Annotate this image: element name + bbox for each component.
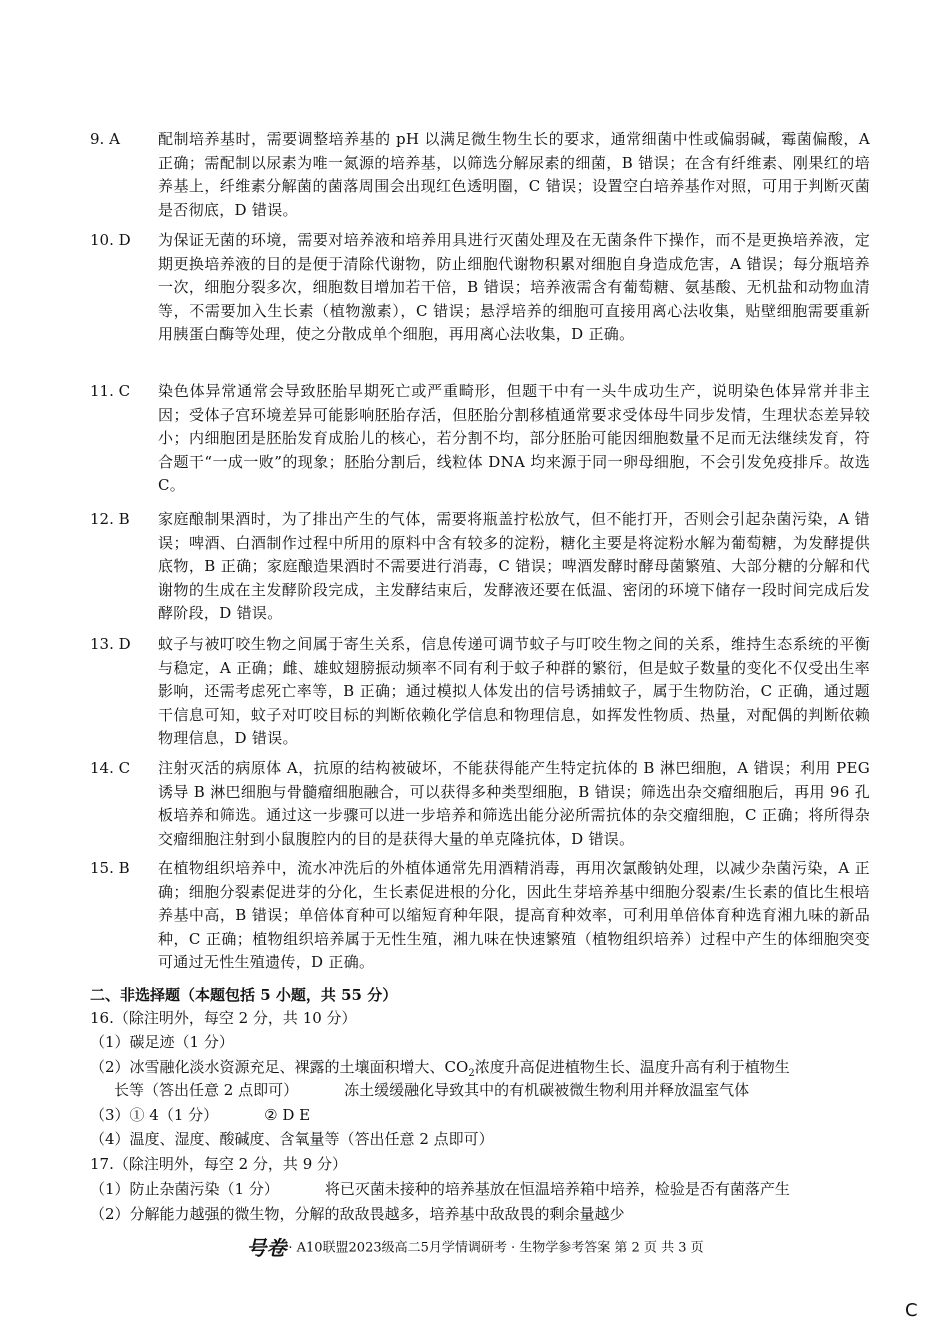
q16-header: 16.（除注明外，每空 2 分，共 10 分） <box>90 1009 357 1027</box>
answer-number: 11. C <box>90 382 131 400</box>
answer-explanation: 家庭酿制果酒时，为了排出产生的气体，需要将瓶盖拧松放气，但不能打开，否则会引起杂菌污染，A 错误；啤酒、白酒制作过程中所用的原料中含有较多的淀粉，糖化主要是将淀粉水解为葡萄糖，为发酵提供底物，B 正确；家庭酿造果酒时不需要进行消毒，C 错误；啤酒发酵时酵母菌繁殖、大部分糖的分解和代谢物的生成在主发酵阶段完成，主发酵结束后，发酵液还要在低温、密闭的环境下储存一段时间完成后发酵阶段，D 错误。 <box>158 510 870 622</box>
answer-9 <box>90 128 870 222</box>
answer-explanation: 配制培养基时，需要调整培养基的 pH 以满足微生物生长的要求，通常细菌中性或偏弱碱，霉菌偏酸，A 正确；需配制以尿素为唯一氮源的培养基，以筛选分解尿素的细菌，B 错误；在含有纤维素、刚果红的培养基上，纤维素分解菌的菌落周围会出现红色透明圈，C 错误；设置空白培养基作对照，可用于判断灭菌是否彻底，D 错误。 <box>158 130 870 219</box>
co2-subscript: 2 <box>468 1068 475 1079</box>
q17-header: 17.（除注明外，每空 2 分，共 9 分） <box>90 1155 348 1173</box>
answer-14 <box>90 757 870 851</box>
answer-15 <box>90 857 870 975</box>
q16-part3-answer-b: ② D E <box>264 1106 311 1124</box>
answer-number: 10. D <box>90 231 131 249</box>
page-footer <box>0 1236 950 1261</box>
q16-part4: （4）温度、湿度、酸碱度、含氧量等（答出任意 2 点即可） <box>90 1130 494 1148</box>
q16-part3-answer-a: （3）① 4（1 分） <box>90 1106 219 1124</box>
q16-part3 <box>90 1104 880 1127</box>
answer-13 <box>90 633 870 751</box>
answer-number: 13. D <box>90 635 131 653</box>
q16-part2-text: （2）冰雪融化淡水资源充足、裸露的土壤面积增大、CO <box>90 1058 469 1076</box>
q16-part2-answer-a: 长等（答出任意 2 点即可） <box>114 1081 299 1099</box>
answer-number: 12. B <box>90 510 130 528</box>
answer-number: 15. B <box>90 859 130 877</box>
answer-explanation: 在植物组织培养中，流水冲洗后的外植体通常先用酒精消毒，再用次氯酸钠处理，以减少杂菌污染，A 正确；细胞分裂素促进芽的分化，生长素促进根的分化，因此生芽培养基中细胞分裂素/生长素的值比生根培养基中高，B 错误；单倍体育种可以缩短育种年限，提高育种效率，可利用单倍体育种选育湘九味的新品种，C 正确；植物组织培养属于无性生殖，湘九味在快速繁殖（植物组织培养）过程中产生的体细胞突变可通过无性生殖遗传，D 正确。 <box>158 859 870 971</box>
q17-part1-answer-a: （1）防止杂菌污染（1 分） <box>90 1180 279 1198</box>
q16-part2-answer-b: 冻土缓缓融化导致其中的有机碳被微生物利用并释放温室气体 <box>344 1081 750 1099</box>
answer-explanation: 注射灭活的病原体 A，抗原的结构被破坏，不能获得能产生特定抗体的 B 淋巴细胞，A 错误；利用 PEG 诱导 B 淋巴细胞与骨髓瘤细胞融合，可以获得多种类型细胞，B 错误；筛选出杂交瘤细胞后，再用 96 孔板培养和筛选。通过这一步骤可以进一步培养和筛选出能分泌所需抗体的杂交瘤细胞，C 正确；将所得杂交瘤细胞注射到小鼠腹腔内的目的是获得大量的单克隆抗体，D 错误。 <box>158 759 870 848</box>
q16-part2-text-cont: 浓度升高促进植物生长、温度升高有利于植物生 <box>474 1058 790 1076</box>
answer-explanation: 蚊子与被叮咬生物之间属于寄生关系，信息传递可调节蚊子与叮咬生物之间的关系，维持生态系统的平衡与稳定，A 正确；雌、雄蚊翅膀振动频率不同有利于蚊子种群的繁衍，但是蚊子数量的变化不仅受出生率影响，还需考虑死亡率等，B 正确；通过模拟人体发出的信号诱捕蚊子，属于生物防治，C 正确，通过题干信息可知，蚊子对叮咬目标的判断依赖化学信息和物理信息，如挥发性物质、热量，对配偶的判断依赖物理信息，D 错误。 <box>158 635 870 747</box>
section-heading: 二、非选择题（本题包括 5 小题，共 55 分） <box>90 986 398 1004</box>
footer-text: · A10联盟2023级高二5月学情调研考 · 生物学参考答案 第 2 页 共 3 页 <box>288 1240 704 1256</box>
answer-explanation: 染色体异常通常会导致胚胎早期死亡或严重畸形，但题干中有一头牛成功生产，说明染色体异常并非主因；受体子宫环境差异可能影响胚胎存活，但胚胎分割移植通常要求受体母牛同步发情，生理状态差异较小；内细胞团是胚胎发育成胎儿的核心，若分割不均，部分胚胎可能因细胞数量不足而无法继续发育，符合题干“一成一败”的现象；胚胎分割后，线粒体 DNA 均来源于同一卵母细胞，不会引发免疫排斥。故选 C。 <box>158 382 870 494</box>
corner-mark: C <box>905 1300 918 1321</box>
q17-part2: （2）分解能力越强的微生物，分解的敌敌畏越多，培养基中敌敌畏的剩余量越少 <box>90 1205 625 1223</box>
q16-part1: （1）碳足迹（1 分） <box>90 1033 234 1051</box>
q17-part1 <box>90 1178 880 1201</box>
answer-explanation: 为保证无菌的环境，需要对培养液和培养用具进行灭菌处理及在无菌条件下操作，而不是更换培养液，定期更换培养液的目的是便于清除代谢物，防止细胞代谢物积累对细胞自身造成危害，A 错误；每分瓶培养一次，细胞分裂多次，细胞数目增加若干倍，B 错误；培养液需含有葡萄糖、氨基酸、无机盐和动物血清等，不需要加入生长素（植物激素），C 错误；悬浮培养的细胞可直接用离心法收集，贴壁细胞需要重新用胰蛋白酶等处理，使之分散成单个细胞，再用离心法收集，D 正确。 <box>158 231 870 343</box>
brand-logo: 号卷 <box>246 1236 287 1260</box>
answer-number: 9. A <box>90 130 120 148</box>
q16-part2-line2 <box>114 1079 874 1102</box>
answer-12 <box>90 508 870 626</box>
q17-part1-answer-b: 将已灭菌未接种的培养基放在恒温培养箱中培养，检验是否有菌落产生 <box>324 1180 790 1198</box>
answer-number: 14. C <box>90 759 131 777</box>
answer-11 <box>90 380 870 498</box>
answer-10 <box>90 229 870 347</box>
